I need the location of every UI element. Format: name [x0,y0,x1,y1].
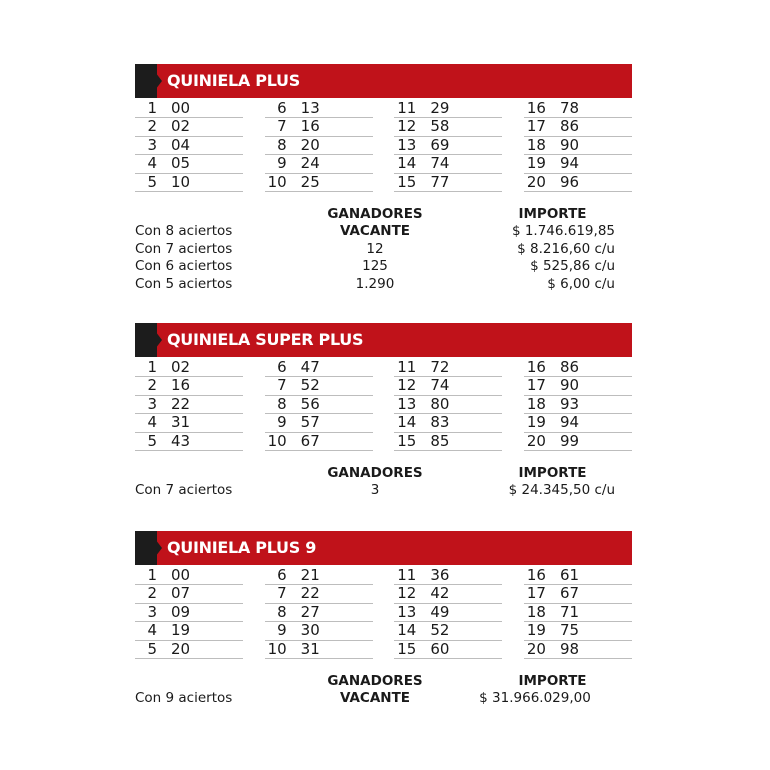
section-title: QUINIELA SUPER PLUS [167,330,364,349]
number-row [524,585,632,603]
number-row [265,414,373,432]
drawn-number: 67 [300,431,320,450]
number-row [135,100,243,118]
position: 7 [277,376,287,395]
number-row [394,567,502,585]
drawn-number: 16 [171,376,191,395]
results-header [135,206,632,223]
drawn-number: 22 [300,584,320,603]
position: 16 [526,566,546,584]
drawn-number: 42 [430,584,450,603]
numbers-column [265,359,373,451]
drawn-number: 69 [430,135,450,154]
results-header [135,465,632,482]
number-row [394,433,502,451]
drawn-number: 75 [559,621,580,640]
drawn-number: 94 [559,154,580,173]
drawn-number: 61 [559,566,580,584]
chevron-right-icon [149,64,162,98]
number-row [524,604,632,622]
position: 3 [147,602,157,621]
number-row [524,414,632,432]
position: 19 [526,154,546,173]
position: 19 [526,413,546,432]
position: 8 [277,135,287,154]
number-row [524,174,632,192]
position: 16 [526,358,546,376]
drawn-number: 58 [430,117,450,136]
result-label: Con 5 aciertos [135,275,233,292]
position: 5 [147,172,157,191]
position: 15 [397,172,417,191]
drawn-number: 86 [559,117,580,136]
position: 17 [526,584,546,603]
number-row [135,359,243,377]
position: 10 [267,172,287,191]
drawn-number: 04 [171,135,191,154]
prize-results [135,673,632,708]
position: 10 [267,639,287,658]
section-quiniela-plus-9 [135,531,632,708]
number-row [135,567,243,585]
result-row [135,276,632,293]
numbers-grid [135,359,632,451]
result-label: Con 7 aciertos [135,240,233,257]
drawn-number: 60 [430,639,450,658]
position: 12 [397,584,417,603]
number-row [524,377,632,395]
section-quiniela-plus [135,64,632,293]
result-importe: $ 24.345,50 c/u [508,482,615,499]
drawn-number: 05 [171,154,191,173]
drawn-number: 20 [171,639,191,658]
number-row [265,359,373,377]
number-row [265,641,373,659]
number-row [524,396,632,414]
position: 9 [277,413,287,432]
number-row [265,137,373,155]
result-label: Con 6 aciertos [135,258,233,275]
position: 6 [277,99,287,117]
number-row [394,359,502,377]
number-row [265,377,373,395]
number-row [135,604,243,622]
number-row [524,641,632,659]
position: 8 [277,394,287,413]
drawn-number: 96 [559,172,580,191]
number-row [265,118,373,136]
position: 1 [147,358,157,376]
drawn-number: 20 [300,135,320,154]
number-row [135,174,243,192]
number-row [135,155,243,173]
position: 6 [277,566,287,584]
number-row [524,433,632,451]
position: 9 [277,621,287,640]
section-banner [135,64,632,98]
position: 5 [147,639,157,658]
position: 5 [147,431,157,450]
position: 12 [397,376,417,395]
drawn-number: 80 [430,394,450,413]
position: 1 [147,99,157,117]
number-row [265,174,373,192]
drawn-number: 30 [300,621,320,640]
drawn-number: 27 [300,602,320,621]
numbers-column [265,100,373,192]
position: 18 [526,602,546,621]
position: 10 [267,431,287,450]
position: 4 [147,621,157,640]
section-banner [135,531,632,565]
position: 14 [397,154,417,173]
position: 2 [147,584,157,603]
number-row [524,567,632,585]
drawn-number: 57 [300,413,320,432]
importe-header: IMPORTE [518,464,587,481]
drawn-number: 85 [430,431,450,450]
number-row [394,622,502,640]
number-row [524,118,632,136]
result-label: Con 7 aciertos [135,482,233,499]
drawn-number: 47 [300,358,320,376]
section-banner [135,323,632,357]
number-row [135,414,243,432]
drawn-number: 31 [300,639,320,658]
numbers-column [135,567,243,659]
result-ganadores: 125 [362,258,388,275]
results-header [135,673,632,690]
result-row [135,241,632,258]
drawn-number: 09 [171,602,191,621]
result-ganadores: 12 [366,240,384,257]
number-row [394,377,502,395]
numbers-column [524,359,632,451]
number-row [135,622,243,640]
drawn-number: 02 [171,117,191,136]
drawn-number: 21 [300,566,320,584]
number-row [265,622,373,640]
drawn-number: 13 [300,99,320,117]
number-row [524,155,632,173]
position: 12 [397,117,417,136]
position: 14 [397,413,417,432]
number-row [135,118,243,136]
drawn-number: 56 [300,394,320,413]
position: 1 [147,566,157,584]
drawn-number: 10 [171,172,191,191]
result-ganadores: 1.290 [355,275,395,292]
chevron-right-icon [149,323,162,357]
position: 7 [277,584,287,603]
numbers-column [524,100,632,192]
section-title: QUINIELA PLUS [167,71,300,90]
result-ganadores: VACANTE [339,690,411,707]
drawn-number: 22 [171,394,191,413]
result-importe: $ 525,86 c/u [530,258,615,275]
position: 15 [397,639,417,658]
result-importe: $ 8.216,60 c/u [517,240,615,257]
numbers-column [394,359,502,451]
position: 13 [397,135,417,154]
number-row [265,585,373,603]
number-row [135,433,243,451]
drawn-number: 90 [559,376,580,395]
number-row [265,155,373,173]
drawn-number: 83 [430,413,450,432]
numbers-column [265,567,373,659]
drawn-number: 94 [559,413,580,432]
drawn-number: 00 [171,566,191,584]
drawn-number: 00 [171,99,191,117]
importe-header: IMPORTE [518,205,587,222]
drawn-number: 93 [559,394,580,413]
position: 20 [526,639,546,658]
number-row [394,100,502,118]
importe-header: IMPORTE [518,672,587,689]
position: 19 [526,621,546,640]
number-row [135,585,243,603]
drawn-number: 52 [300,376,320,395]
position: 8 [277,602,287,621]
position: 2 [147,376,157,395]
number-row [524,359,632,377]
number-row [265,604,373,622]
position: 17 [526,376,546,395]
number-row [135,137,243,155]
chevron-right-icon [149,531,162,565]
result-label: Con 8 aciertos [135,223,233,240]
number-row [265,433,373,451]
drawn-number: 36 [430,566,450,584]
position: 20 [526,172,546,191]
number-row [394,604,502,622]
position: 18 [526,135,546,154]
position: 14 [397,621,417,640]
number-row [394,585,502,603]
numbers-column [524,567,632,659]
result-ganadores: 3 [370,482,380,499]
number-row [394,118,502,136]
numbers-column [394,567,502,659]
position: 9 [277,154,287,173]
drawn-number: 67 [559,584,580,603]
ganadores-header: GANADORES [327,464,423,481]
number-row [524,137,632,155]
drawn-number: 24 [300,154,320,173]
drawn-number: 78 [559,99,580,117]
position: 4 [147,154,157,173]
numbers-column [394,100,502,192]
number-row [265,567,373,585]
result-ganadores: VACANTE [339,223,411,240]
number-row [135,641,243,659]
number-row [394,396,502,414]
position: 7 [277,117,287,136]
drawn-number: 52 [430,621,450,640]
result-row [135,223,632,240]
numbers-column [135,100,243,192]
drawn-number: 90 [559,135,580,154]
number-row [394,137,502,155]
prize-results [135,465,632,500]
position: 11 [397,566,417,584]
numbers-column [135,359,243,451]
position: 3 [147,135,157,154]
prize-results [135,206,632,293]
result-row [135,690,632,707]
drawn-number: 25 [300,172,320,191]
number-row [524,622,632,640]
number-row [394,155,502,173]
position: 13 [397,394,417,413]
number-row [265,396,373,414]
drawn-number: 43 [171,431,191,450]
drawn-number: 29 [430,99,450,117]
section-quiniela-super-plus [135,323,632,500]
drawn-number: 71 [559,602,580,621]
position: 11 [397,99,417,117]
position: 2 [147,117,157,136]
result-label: Con 9 aciertos [135,690,233,707]
result-row [135,482,632,499]
number-row [394,641,502,659]
ganadores-header: GANADORES [327,672,423,689]
drawn-number: 49 [430,602,450,621]
number-row [394,414,502,432]
number-row [135,377,243,395]
position: 13 [397,602,417,621]
position: 15 [397,431,417,450]
drawn-number: 02 [171,358,191,376]
drawn-number: 16 [300,117,320,136]
section-title: QUINIELA PLUS 9 [167,538,317,557]
number-row [524,100,632,118]
drawn-number: 77 [430,172,450,191]
drawn-number: 74 [430,154,450,173]
result-importe: $ 6,00 c/u [547,275,615,292]
ganadores-header: GANADORES [327,205,423,222]
position: 6 [277,358,287,376]
drawn-number: 31 [171,413,191,432]
result-importe: $ 1.746.619,85 [511,223,615,240]
drawn-number: 98 [559,639,580,658]
position: 20 [526,431,546,450]
drawn-number: 19 [171,621,191,640]
numbers-grid [135,100,632,192]
result-importe: $ 31.966.029,00 [479,690,591,707]
position: 18 [526,394,546,413]
drawn-number: 74 [430,376,450,395]
number-row [135,396,243,414]
position: 3 [147,394,157,413]
result-row [135,258,632,275]
number-row [265,100,373,118]
position: 4 [147,413,157,432]
drawn-number: 07 [171,584,191,603]
numbers-grid [135,567,632,659]
number-row [394,174,502,192]
position: 11 [397,358,417,376]
drawn-number: 72 [430,358,450,376]
position: 17 [526,117,546,136]
drawn-number: 99 [559,431,580,450]
drawn-number: 86 [559,358,580,376]
position: 16 [526,99,546,117]
